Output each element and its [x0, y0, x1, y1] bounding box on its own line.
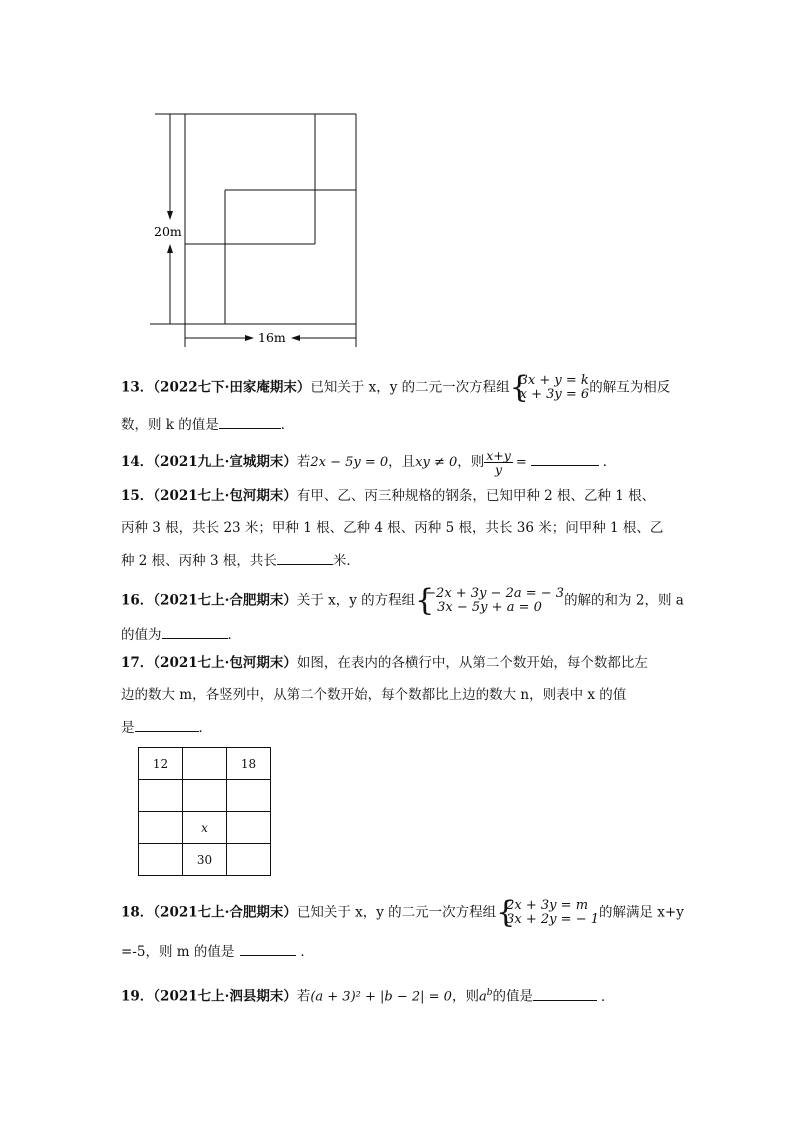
question-end: ．: [602, 454, 617, 470]
question-text: 的解满足 x+y: [598, 904, 684, 921]
question-source: （2021九上·宣城期末）: [153, 454, 297, 470]
question-end: ．: [300, 944, 314, 960]
question-source: （2021七上·合肥期末）: [153, 904, 297, 921]
equals-sign: =: [515, 455, 527, 470]
table-cell: [227, 812, 271, 844]
answer-blank[interactable]: [531, 451, 599, 466]
question-text: 种 2 根、丙种 3 根，共长: [121, 553, 277, 569]
table-cell: [139, 780, 183, 812]
question-text: 的值是: [492, 988, 533, 1005]
width-label: 16m: [258, 330, 286, 345]
equation-system: { 2x + 3y = m 3x + 2y = − 1: [496, 895, 599, 930]
equation-1: −2x + 3y − 2a = − 3: [425, 586, 565, 601]
answer-blank[interactable]: [162, 624, 228, 639]
question-number: 15．: [121, 488, 154, 504]
math-expression: (a + 3)² + |b − 2| = 0: [310, 989, 452, 1005]
question-end: ．: [227, 627, 241, 643]
question-end: ．: [198, 720, 212, 736]
equation-2: 3x + 2y = − 1: [506, 912, 599, 927]
table-cell: x: [183, 812, 227, 844]
question-text: 丙种 3 根，共长 23 米；甲种 1 根、乙种 4 根、丙种 5 根，共长 36 米；问甲种 1 根、乙: [121, 520, 664, 536]
question-text: ，且: [388, 454, 416, 470]
question-number: 17．: [121, 655, 154, 671]
question-text: ，则: [457, 454, 485, 470]
table-row: [139, 780, 271, 812]
question-16-line2: [121, 624, 681, 644]
question-18: [121, 895, 684, 930]
answer-blank[interactable]: [240, 941, 296, 956]
question-text: 的解的和为 2，则 a: [564, 592, 684, 609]
equation-2: x + 3y = 6: [519, 387, 590, 402]
question-16: [121, 583, 684, 618]
equation-system: { 3x + y = k x + 3y = 6: [509, 370, 590, 405]
question-source: （2021七上·包河期末）: [153, 488, 297, 504]
question-end: ．: [601, 988, 615, 1005]
question-number: 16．: [121, 592, 154, 609]
question-text: 有甲、乙、丙三种规格的钢条，已知甲种 2 根、乙种 1 根、: [296, 488, 656, 504]
answer-blank[interactable]: [135, 717, 199, 732]
question-end: 米．: [332, 553, 360, 569]
table-row: [139, 844, 271, 876]
table-cell: [227, 844, 271, 876]
question-text: 的解互为相反: [589, 379, 671, 396]
table-row: [139, 812, 271, 844]
question-end: ．: [280, 417, 295, 433]
question-number: 18．: [121, 904, 154, 921]
question-text: 若: [296, 454, 311, 470]
question-15-line2: [121, 519, 681, 537]
question-number: 19．: [121, 988, 154, 1005]
question-text: 数，则 k 的值是: [121, 417, 219, 433]
equation-1: 3x + y = k: [519, 373, 589, 388]
question-source: （2021七上·泗县期末）: [153, 988, 297, 1005]
number-table: [138, 747, 271, 876]
table-cell: [139, 844, 183, 876]
question-number: 14．: [121, 454, 154, 470]
question-text: ，则: [451, 988, 479, 1005]
question-text: 是: [121, 720, 135, 736]
table-row: [139, 748, 271, 780]
question-19: [121, 984, 681, 1007]
question-15: [121, 487, 681, 505]
answer-blank[interactable]: [219, 414, 281, 429]
math-expression: 2x − 5y = 0: [310, 455, 389, 470]
question-source: （2022七下·田家庵期末）: [153, 379, 311, 396]
table-cell: [227, 780, 271, 812]
equation-2: 3x − 5y + a = 0: [437, 600, 542, 615]
question-17: [121, 654, 681, 672]
question-number: 13．: [121, 379, 154, 396]
table-cell: 30: [183, 844, 227, 876]
question-source: （2021七上·合肥期末）: [153, 592, 297, 609]
question-text: 已知关于 x，y 的二元一次方程组: [310, 379, 510, 396]
question-source: （2021七上·包河期末）: [153, 655, 297, 671]
question-13-line2: [121, 414, 681, 434]
power-exponent: b: [486, 988, 493, 998]
fraction-numerator: x+y: [486, 448, 511, 463]
table-cell: [139, 812, 183, 844]
question-13: [121, 370, 681, 405]
height-label: 20m: [154, 224, 182, 239]
equation-1: 2x + 3y = m: [506, 898, 589, 913]
question-text: 已知关于 x，y 的二元一次方程组: [296, 904, 497, 921]
question-text: 如图，在表内的各横行中，从第二个数开始，每个数都比左: [296, 655, 648, 671]
table-cell: [183, 748, 227, 780]
math-expression: xy ≠ 0: [415, 455, 458, 470]
question-text: 关于 x，y 的方程组: [296, 592, 416, 609]
fraction: [484, 449, 513, 476]
table-cell: 18: [227, 748, 271, 780]
question-text: 边的数大 m，各竖列中，从第二个数开始，每个数都比上边的数大 n，则表中 x 的值: [121, 687, 627, 703]
question-14: [121, 449, 681, 476]
question-15-line3: [121, 550, 681, 570]
question-17-line3: [121, 717, 681, 737]
question-18-line2: [121, 941, 681, 961]
answer-blank[interactable]: [277, 550, 333, 565]
equation-system: { −2x + 3y − 2a = − 3 3x − 5y + a = 0: [415, 583, 565, 618]
table-cell: [183, 780, 227, 812]
question-text: 的值为: [121, 627, 162, 643]
rectangle-figure: [140, 105, 370, 355]
power-base: a: [478, 989, 487, 1005]
question-17-line2: [121, 686, 681, 704]
question-text: 若: [296, 988, 311, 1005]
fraction-denominator: y: [495, 462, 503, 477]
question-text: =-5，则 m 的值是: [121, 944, 235, 960]
table-cell: 12: [139, 748, 183, 780]
answer-blank[interactable]: [533, 986, 597, 1001]
